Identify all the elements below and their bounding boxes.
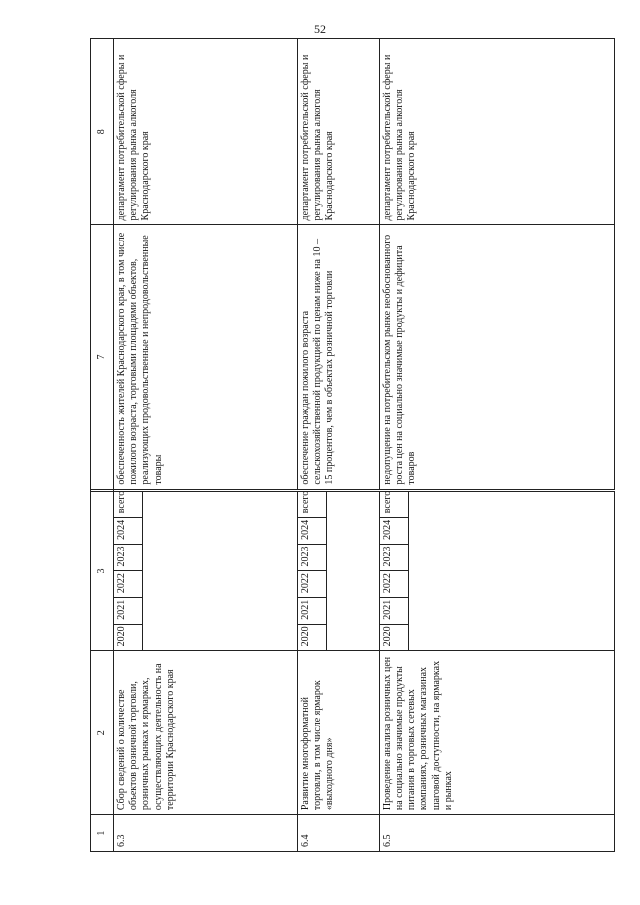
table-row — [298, 39, 327, 852]
activity-cell: Проведение анализа розничных цен на социально значимые продукты питания в торговых сетевых компаниях, розничных магазинах шаговой доступности, на ярмарках и рынках — [379, 651, 614, 815]
result-cell: обеспеченность жителей Краснодарского края, в том числе пожилого возраста, торговыми площадями объектов, реализующих продовольственные и непродовольственные товары — [114, 225, 298, 489]
executor-cell: департамент потребительской сферы и регулирования рынка алкоголя Краснодарского края — [379, 39, 614, 225]
result-cell: обеспечение граждан пожилого возраста сельскохозяйственной продукцией по ценам ниже на 10 – 15 процентов, чем в объектах розничной торговли — [298, 225, 380, 489]
activity-cell: Сбор сведений о количестве объектов розничной торговли, розничных рынках и ярмарках, осуществляющих деятельность на территории Краснодарского края — [114, 651, 298, 815]
row-number: 6.3 — [114, 815, 298, 852]
year-cell: 2020 — [379, 624, 408, 651]
year-cell: 2021 — [379, 598, 408, 625]
year-cell: 2020 — [298, 624, 327, 651]
year-cell: 2023 — [379, 544, 408, 571]
header-col-1: 1 — [91, 815, 114, 852]
year-cell: 2020 — [114, 624, 143, 651]
page-number: 52 — [314, 22, 326, 36]
header-col-2: 2 — [91, 651, 114, 815]
total-cell: всего — [298, 491, 327, 518]
header-col-7: 7 — [91, 225, 114, 489]
header-col-3: 3 — [91, 491, 114, 651]
table-frame — [90, 38, 615, 852]
year-cell: 2024 — [379, 518, 408, 545]
result-cell: недопущение на потребительском рынке необоснованного роста цен на социально значимые продукты и дефицита товаров — [379, 225, 614, 489]
activity-cell: Развитие многоформатной торговли, в том числе ярмарок «выходного дня» — [298, 651, 380, 815]
row-number: 6.5 — [379, 815, 614, 852]
year-cell: 2021 — [114, 598, 143, 625]
executor-cell: департамент потребительской сферы и регулирования рынка алкоголя Краснодарского края — [298, 39, 380, 225]
row-number: 6.4 — [298, 815, 380, 852]
year-cell: 2022 — [379, 571, 408, 598]
header-gap — [91, 489, 114, 491]
year-cell: 2021 — [298, 598, 327, 625]
rotated-table-wrapper — [90, 38, 615, 852]
total-cell: всего — [379, 491, 408, 518]
table-row — [379, 39, 408, 852]
header-row — [91, 39, 114, 852]
year-cell: 2024 — [298, 518, 327, 545]
year-cell: 2023 — [114, 544, 143, 571]
header-col-8: 8 — [91, 39, 114, 225]
program-activities-table — [90, 38, 615, 852]
total-cell: всего — [114, 491, 143, 518]
year-cell: 2022 — [298, 571, 327, 598]
table-row — [114, 39, 143, 852]
year-cell: 2023 — [298, 544, 327, 571]
executor-cell: департамент потребительской сферы и регулирования рынка алкоголя Краснодарского края — [114, 39, 298, 225]
year-cell: 2024 — [114, 518, 143, 545]
year-cell: 2022 — [114, 571, 143, 598]
